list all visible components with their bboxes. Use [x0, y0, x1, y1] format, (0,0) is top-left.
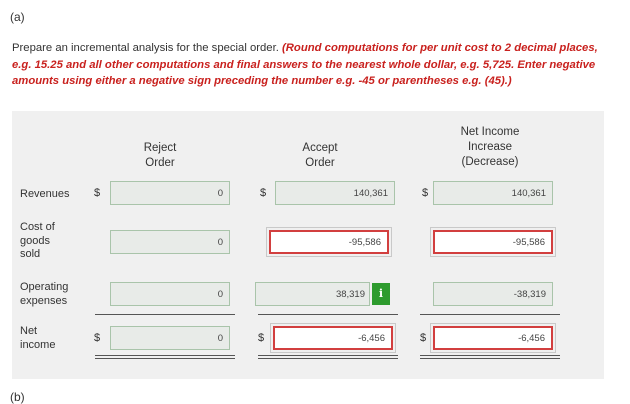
total-rule-reject-2 — [95, 358, 235, 359]
col-header-reject-line2: Order — [145, 157, 175, 169]
currency-symbol: $ — [422, 187, 429, 199]
col-header-net-line1: Net Income — [460, 126, 520, 138]
total-rule-net-1 — [420, 355, 560, 356]
revenues-reject-input[interactable]: 0 — [110, 181, 230, 205]
col-header-reject-line1: Reject — [143, 142, 177, 154]
row-label-net-income-line1: Net — [20, 325, 38, 337]
net-income-accept-input[interactable]: -6,456 — [273, 326, 393, 350]
currency-symbol: $ — [94, 332, 101, 344]
row-label-opex-line2: expenses — [20, 294, 68, 307]
revenues-net-input[interactable]: 140,361 — [433, 181, 553, 205]
info-icon[interactable]: i — [372, 283, 390, 305]
col-header-net-line3: (Decrease) — [461, 156, 519, 168]
col-header-accept-line1: Accept — [302, 142, 338, 154]
total-rule-accept-2 — [258, 358, 398, 359]
cogs-accept-input[interactable]: -95,586 — [269, 230, 389, 254]
row-label-cogs-line3: sold — [20, 248, 41, 260]
row-label-net-income — [20, 325, 55, 352]
opex-net-input[interactable]: -38,319 — [433, 282, 553, 306]
row-label-opex-line1: Operating — [20, 281, 69, 293]
row-label-cogs — [20, 221, 55, 262]
net-income-reject-input[interactable]: 0 — [110, 326, 230, 350]
total-rule-net-2 — [420, 358, 560, 359]
col-header-accept — [290, 141, 350, 171]
row-label-opex — [20, 281, 68, 308]
opex-reject-input[interactable]: 0 — [110, 282, 230, 306]
net-income-net-input[interactable]: -6,456 — [433, 326, 553, 350]
part-b-label: (b) — [10, 390, 25, 404]
subtotal-rule-reject — [95, 314, 235, 315]
col-header-net — [445, 125, 535, 170]
row-label-net-income-line2: income — [20, 338, 56, 351]
subtotal-rule-net — [420, 314, 560, 315]
total-rule-accept-1 — [258, 355, 398, 356]
cogs-reject-input[interactable]: 0 — [110, 230, 230, 254]
col-header-reject — [130, 141, 190, 171]
instruction-text: Prepare an incremental analysis for the special order. — [12, 42, 283, 54]
col-header-net-line2: Increase — [467, 141, 513, 153]
currency-symbol: $ — [258, 332, 265, 344]
row-label-cogs-line2: goods — [20, 234, 50, 247]
subtotal-rule-accept — [258, 314, 398, 315]
currency-symbol: $ — [94, 187, 101, 199]
part-a-label: (a) — [10, 10, 25, 24]
instructions — [12, 40, 602, 90]
instruction-hint: (Round computations for per unit cost to 2 decimal places, e.g. 15.25 and all other computations and final answers to the nearest whole dollar, e.g. 5,725. Enter negative amounts using either a negative sign preceding the number e.g. -45 or parentheses e.g. (45).) — [12, 42, 598, 87]
currency-symbol: $ — [260, 187, 267, 199]
revenues-accept-input[interactable]: 140,361 — [275, 181, 395, 205]
currency-symbol: $ — [420, 332, 427, 344]
cogs-net-input[interactable]: -95,586 — [433, 230, 553, 254]
total-rule-reject-1 — [95, 355, 235, 356]
col-header-accept-line2: Order — [305, 157, 335, 169]
row-label-revenues: Revenues — [20, 188, 70, 200]
opex-accept-input[interactable]: 38,319 — [255, 282, 370, 306]
row-label-cogs-line1: Cost of — [20, 221, 55, 233]
